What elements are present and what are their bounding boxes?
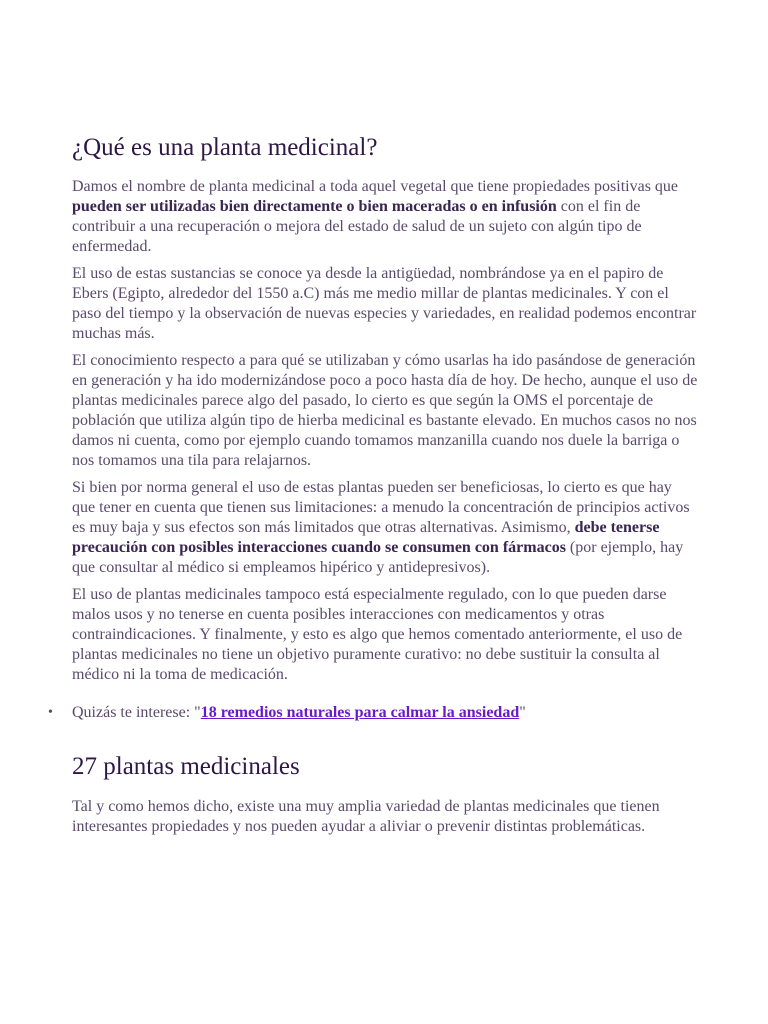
section-heading-what-is: ¿Qué es una planta medicinal? [72, 134, 378, 161]
paragraph-definition-text-a: Damos el nombre de planta medicinal a toda aquel vegetal que tiene propiedades positivas que [72, 178, 679, 195]
paragraph-regulation: El uso de plantas medicinales tampoco está especialmente regulado, con lo que pueden darse malos usos y no tenerse en cuenta posibles interacciones con medicamentos y otras contraindicaciones. Y finalmente, y esto es algo que hemos comentado anteriormente, el uso de plantas medicinales no tiene un objetivo puramente curativo: no debe sustituir la consulta al médico ni la toma de medicación. [72, 586, 683, 683]
paragraph-limitations [72, 478, 698, 578]
paragraph-definition-text-b: con el fin de contribuir a una recuperación o mejora del estado de salud de un sujeto con algún tipo de enfermedad. [72, 198, 642, 255]
paragraph-definition-bold: pueden ser utilizadas bien directamente o bien maceradas o en infusión [72, 198, 557, 215]
related-list-item [48, 703, 698, 723]
paragraph-limitations-bold: debe tenerse precaución con posibles interacciones cuando se consumen con fármacos [72, 519, 660, 556]
related-prefix: Quizás te interese: " [72, 704, 201, 721]
section-heading-27-plants: 27 plantas medicinales [72, 753, 300, 780]
paragraph-knowledge: El conocimiento respecto a para qué se utilizaban y cómo usarlas ha ido pasándose de generación en generación y ha ido modernizándose poco a poco hasta día de hoy. De hecho, aunque el uso de plantas medicinales parece algo del pasado, lo cierto es que según la OMS el porcentaje de población que utiliza algún tipo de hierba medicinal es bastante elevado. En muchos casos no nos damos ni cuenta, como por ejemplo cuando tomamos manzanilla cuando nos duele la barriga o nos tomamos una tila para relajarnos. [72, 352, 698, 469]
paragraph-history: El uso de estas sustancias se conoce ya desde la antigüedad, nombrándose ya en el papiro de Ebers (Egipto, alrededor del 1550 a.C) más me medio millar de plantas medicinales. Y con el paso del tiempo y la observación de nuevas especies y variedades, en realidad podemos encontrar muchas más. [72, 265, 697, 342]
paragraph-limitations-text-a: Si bien por norma general el uso de estas plantas pueden ser beneficiosas, lo cierto es que hay que tener en cuenta que tienen sus limitaciones: a menudo la concentración de principios activos es muy baja y sus efectos son más limitados que otras alternativas. Asimismo, [72, 479, 690, 536]
related-article-link[interactable]: 18 remedios naturales para calmar la ansiedad [200, 704, 520, 721]
paragraph-variety: Tal y como hemos dicho, existe una muy amplia variedad de plantas medicinales que tienen interesantes propiedades y nos pueden ayudar a aliviar o prevenir distintas problemáticas. [72, 798, 660, 835]
bullet-icon: • [48, 705, 53, 720]
paragraph-limitations-text-b: (por ejemplo, hay que consultar al médico si empleamos hipérico y antidepresivos). [72, 539, 684, 576]
related-suffix: " [519, 704, 526, 721]
paragraph-definition [72, 177, 698, 257]
related-list [48, 703, 698, 723]
